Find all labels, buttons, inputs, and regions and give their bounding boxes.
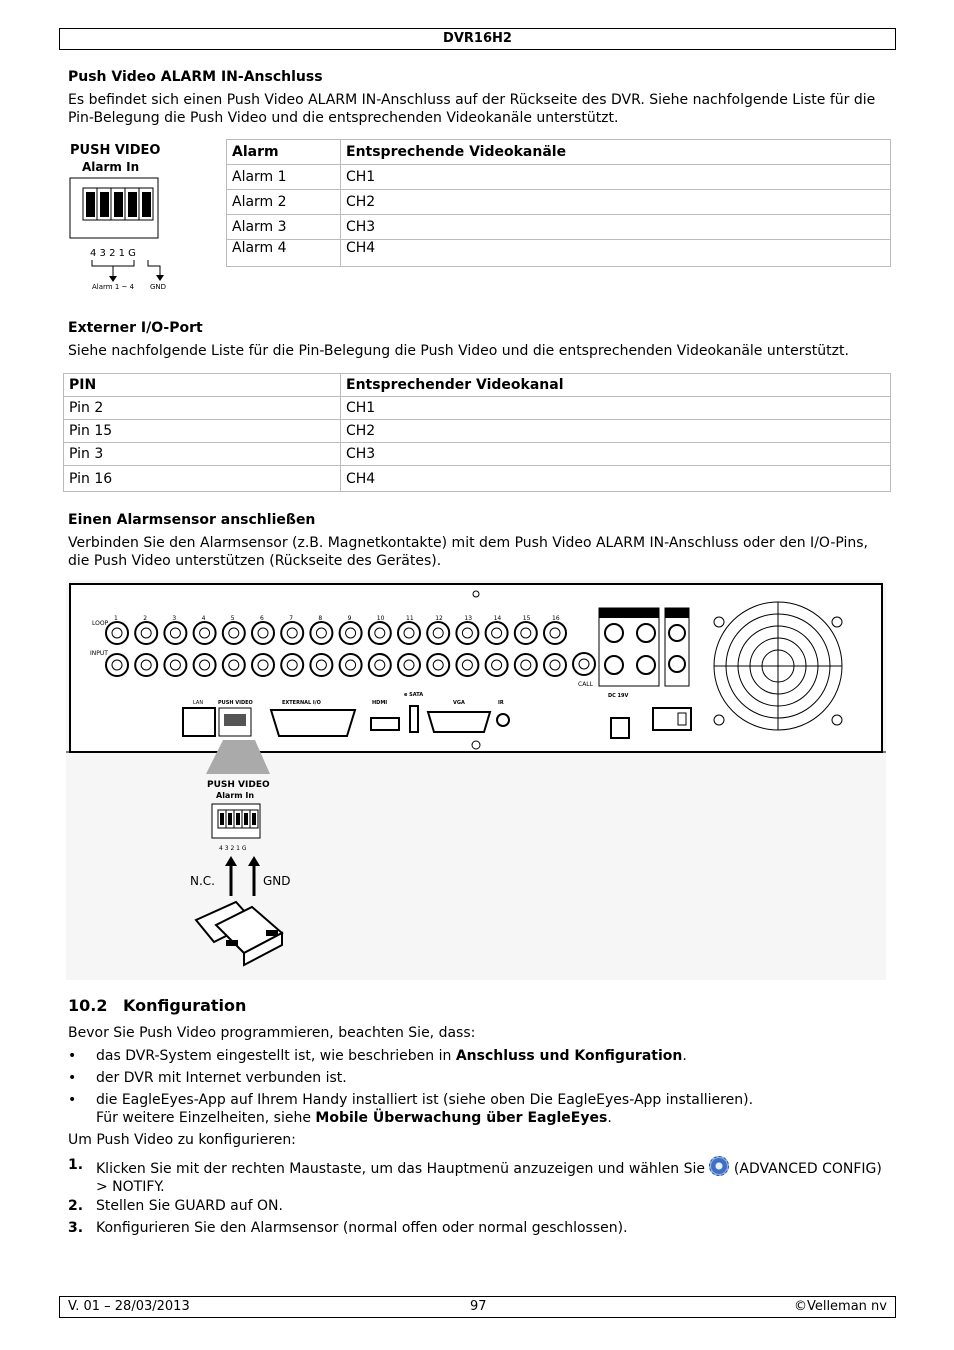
table-row	[64, 397, 891, 420]
table-header-row	[64, 374, 891, 397]
channel-number-label: 8	[318, 615, 323, 622]
table-header-cell: PIN	[64, 374, 341, 397]
bnc-connector	[486, 654, 508, 676]
page-header	[59, 28, 896, 50]
bnc-connector	[106, 654, 128, 676]
bnc-connector	[281, 622, 303, 644]
table-row	[64, 466, 891, 492]
zoom-connector-subtitle: Alarm In	[216, 791, 255, 800]
section-heading-konfiguration	[68, 996, 246, 1015]
ir-label: IR	[498, 700, 504, 706]
table-header-cell: Alarm	[227, 140, 341, 165]
table-cell: Alarm 1	[227, 165, 341, 190]
table-cell: Pin 15	[64, 420, 341, 443]
nc-label: N.C.	[190, 874, 215, 888]
call-label: CALL	[578, 681, 593, 688]
table-cell: Pin 3	[64, 443, 341, 466]
bullet-text-line2: Für weitere Einzelheiten, siehe	[96, 1110, 316, 1126]
channel-number-label: 9	[347, 615, 352, 622]
channel-number-label: 6	[260, 615, 264, 622]
channel-number-label: 11	[406, 615, 414, 622]
channel-number-label: 15	[522, 615, 531, 622]
table-header-cell: Entsprechender Videokanal	[341, 374, 891, 397]
channel-number-label: 1	[114, 615, 118, 622]
list-item	[68, 1197, 893, 1215]
bnc-connector	[135, 654, 157, 676]
table-header-row	[227, 140, 891, 165]
esata-label: e SATA	[404, 692, 424, 698]
dc-label: DC 19V	[608, 693, 629, 699]
table-cell: CH2	[341, 420, 891, 443]
table-row	[227, 215, 891, 240]
bullet-punctuation: .	[682, 1048, 687, 1064]
bnc-connector	[369, 622, 391, 644]
bullet-text: das DVR-System eingestellt ist, wie beschrieben in	[96, 1048, 456, 1064]
vga-label: VGA	[453, 700, 465, 706]
section-heading-push-video: Push Video ALARM IN-Anschluss	[68, 69, 323, 85]
gnd-label: GND	[263, 874, 291, 888]
bnc-connector	[194, 654, 216, 676]
table-header-cell: Entsprechende Videokanäle	[341, 140, 891, 165]
bnc-connector	[544, 622, 566, 644]
table-cell: Pin 16	[64, 466, 341, 492]
zoom-pin-labels: 4 3 2 1 G	[219, 845, 247, 852]
channel-number-label: 13	[464, 615, 473, 622]
bnc-connector	[427, 654, 449, 676]
footer-page-number: 97	[470, 1299, 487, 1314]
step-text: Stellen Sie GUARD auf ON.	[96, 1198, 283, 1214]
step-text-tail: (ADVANCED CONFIG) > NOTIFY.	[96, 1161, 882, 1195]
table-row	[227, 190, 891, 215]
input-label: INPUT	[90, 650, 108, 657]
bnc-connector	[223, 622, 245, 644]
connector-title: PUSH VIDEO	[70, 143, 161, 158]
channel-number-label: 7	[289, 615, 294, 622]
step-number: 3.	[68, 1220, 84, 1236]
bullet-text: der DVR mit Internet verbunden ist.	[96, 1070, 347, 1086]
table-cell: CH3	[341, 443, 891, 466]
bnc-connector	[310, 622, 332, 644]
bullet-reference: Mobile Überwachung über EagleEyes	[315, 1110, 608, 1126]
bnc-connector	[164, 622, 186, 644]
page-footer	[59, 1296, 896, 1318]
step-number: 1.	[68, 1157, 84, 1173]
list-item	[68, 1047, 893, 1065]
bnc-connector	[398, 654, 420, 676]
list-item	[68, 1069, 893, 1087]
bnc-connector	[164, 654, 186, 676]
table-row	[64, 443, 891, 466]
bnc-connector	[340, 654, 362, 676]
lan-label: LAN	[193, 700, 204, 706]
alarm-channel-table	[226, 139, 891, 267]
table-row	[64, 420, 891, 443]
bnc-connector	[310, 654, 332, 676]
footer-copyright: ©Velleman nv	[793, 1299, 887, 1314]
bnc-connector	[486, 622, 508, 644]
table-cell: CH3	[341, 215, 891, 240]
bnc-connector	[340, 622, 362, 644]
pin-channel-table	[63, 373, 891, 492]
push-video-connector-diagram	[62, 138, 182, 298]
bullet-punctuation: .	[607, 1110, 612, 1126]
table-cell: CH2	[341, 190, 891, 215]
channel-number-label: 16	[552, 615, 560, 622]
konfiguration-intro: Bevor Sie Push Video programmieren, beachten Sie, dass:	[68, 1025, 476, 1041]
bnc-connector	[544, 654, 566, 676]
table-cell: Pin 2	[64, 397, 341, 420]
table-row	[227, 240, 891, 267]
steps-intro: Um Push Video zu konfigurieren:	[68, 1132, 296, 1148]
section-heading-external-io: Externer I/O-Port	[68, 320, 203, 336]
channel-number-label: 5	[230, 615, 235, 622]
table-cell: CH1	[341, 165, 891, 190]
list-item	[68, 1091, 893, 1127]
table-cell: CH4	[341, 466, 891, 492]
step-text: Klicken Sie mit der rechten Maustaste, um das Hauptmenü anzuzeigen und wählen Sie	[96, 1161, 705, 1177]
document-title: DVR16H2	[443, 31, 512, 46]
step-number: 2.	[68, 1198, 84, 1214]
loop-label: LOOP	[92, 620, 109, 627]
channel-number-label: 4	[201, 615, 206, 622]
channel-number-label: 10	[376, 615, 385, 622]
section-title: Konfiguration	[123, 996, 247, 1015]
zoom-connector-title: PUSH VIDEO	[207, 780, 270, 790]
bnc-connector	[281, 654, 303, 676]
bnc-connector	[369, 654, 391, 676]
list-item	[68, 1219, 893, 1237]
bnc-connector	[135, 622, 157, 644]
bnc-connector	[515, 622, 537, 644]
bnc-connector	[456, 622, 478, 644]
bullet-dot: •	[68, 1092, 77, 1108]
bullet-dot: •	[68, 1048, 77, 1064]
list-item	[68, 1156, 893, 1195]
hdmi-label: HDMI	[372, 700, 388, 706]
section-number: 10.2	[68, 996, 108, 1015]
panel-push-video-label: PUSH VIDEO	[218, 700, 253, 706]
table-cell: CH4	[341, 240, 891, 267]
table-cell: Alarm 2	[227, 190, 341, 215]
bnc-connector	[456, 654, 478, 676]
connector-alarm-label: Alarm 1 ~ 4	[92, 283, 135, 291]
bnc-connector	[427, 622, 449, 644]
channel-number-label: 2	[143, 615, 148, 622]
gear-icon	[709, 1156, 729, 1176]
section-intro-push-video: Es befindet sich einen Push Video ALARM IN-Anschluss auf der Rückseite des DVR. Siehe nachfolgende Liste für die Pin-Belegung die Push Video und die entsprechenden Videokanäle unterstützt.	[68, 92, 876, 126]
channel-number-label: 12	[435, 615, 443, 622]
bnc-connector	[252, 622, 274, 644]
footer-version: V. 01 – 28/03/2013	[68, 1299, 190, 1314]
bnc-connector	[106, 622, 128, 644]
bullet-dot: •	[68, 1070, 77, 1086]
section-heading-alarm-sensor: Einen Alarmsensor anschließen	[68, 512, 316, 528]
bullet-reference: Anschluss und Konfiguration	[455, 1048, 683, 1064]
connector-pin-labels: 4 3 2 1 G	[90, 248, 136, 259]
table-cell: Alarm 4	[227, 240, 341, 267]
section-intro-alarm-sensor: Verbinden Sie den Alarmsensor (z.B. Magnetkontakte) mit dem Push Video ALARM IN-Anschluss oder den I/O-Pins, die Push Video unterstützen (Rückseite des Gerätes).	[68, 535, 869, 569]
step-text: Konfigurieren Sie den Alarmsensor (normal offen oder normal geschlossen).	[96, 1220, 628, 1236]
external-io-label: EXTERNAL I/O	[282, 700, 321, 706]
table-cell: CH1	[341, 397, 891, 420]
table-cell: Alarm 3	[227, 215, 341, 240]
bnc-connector	[223, 654, 245, 676]
bnc-connector	[515, 654, 537, 676]
channel-number-label: 3	[172, 615, 177, 622]
bnc-connector	[252, 654, 274, 676]
bullet-text: die EagleEyes-App auf Ihrem Handy installiert ist (siehe oben Die EagleEyes-App installieren).	[96, 1092, 754, 1108]
bnc-connector	[398, 622, 420, 644]
table-row	[227, 165, 891, 190]
dvr-rear-panel-diagram	[66, 580, 886, 980]
channel-number-label: 14	[493, 615, 502, 622]
connector-subtitle: Alarm In	[82, 160, 140, 174]
bnc-connector	[194, 622, 216, 644]
connector-gnd-label: GND	[150, 283, 167, 291]
section-intro-external-io: Siehe nachfolgende Liste für die Pin-Belegung die Push Video und die entsprechenden Videokanäle unterstützt.	[68, 343, 849, 359]
